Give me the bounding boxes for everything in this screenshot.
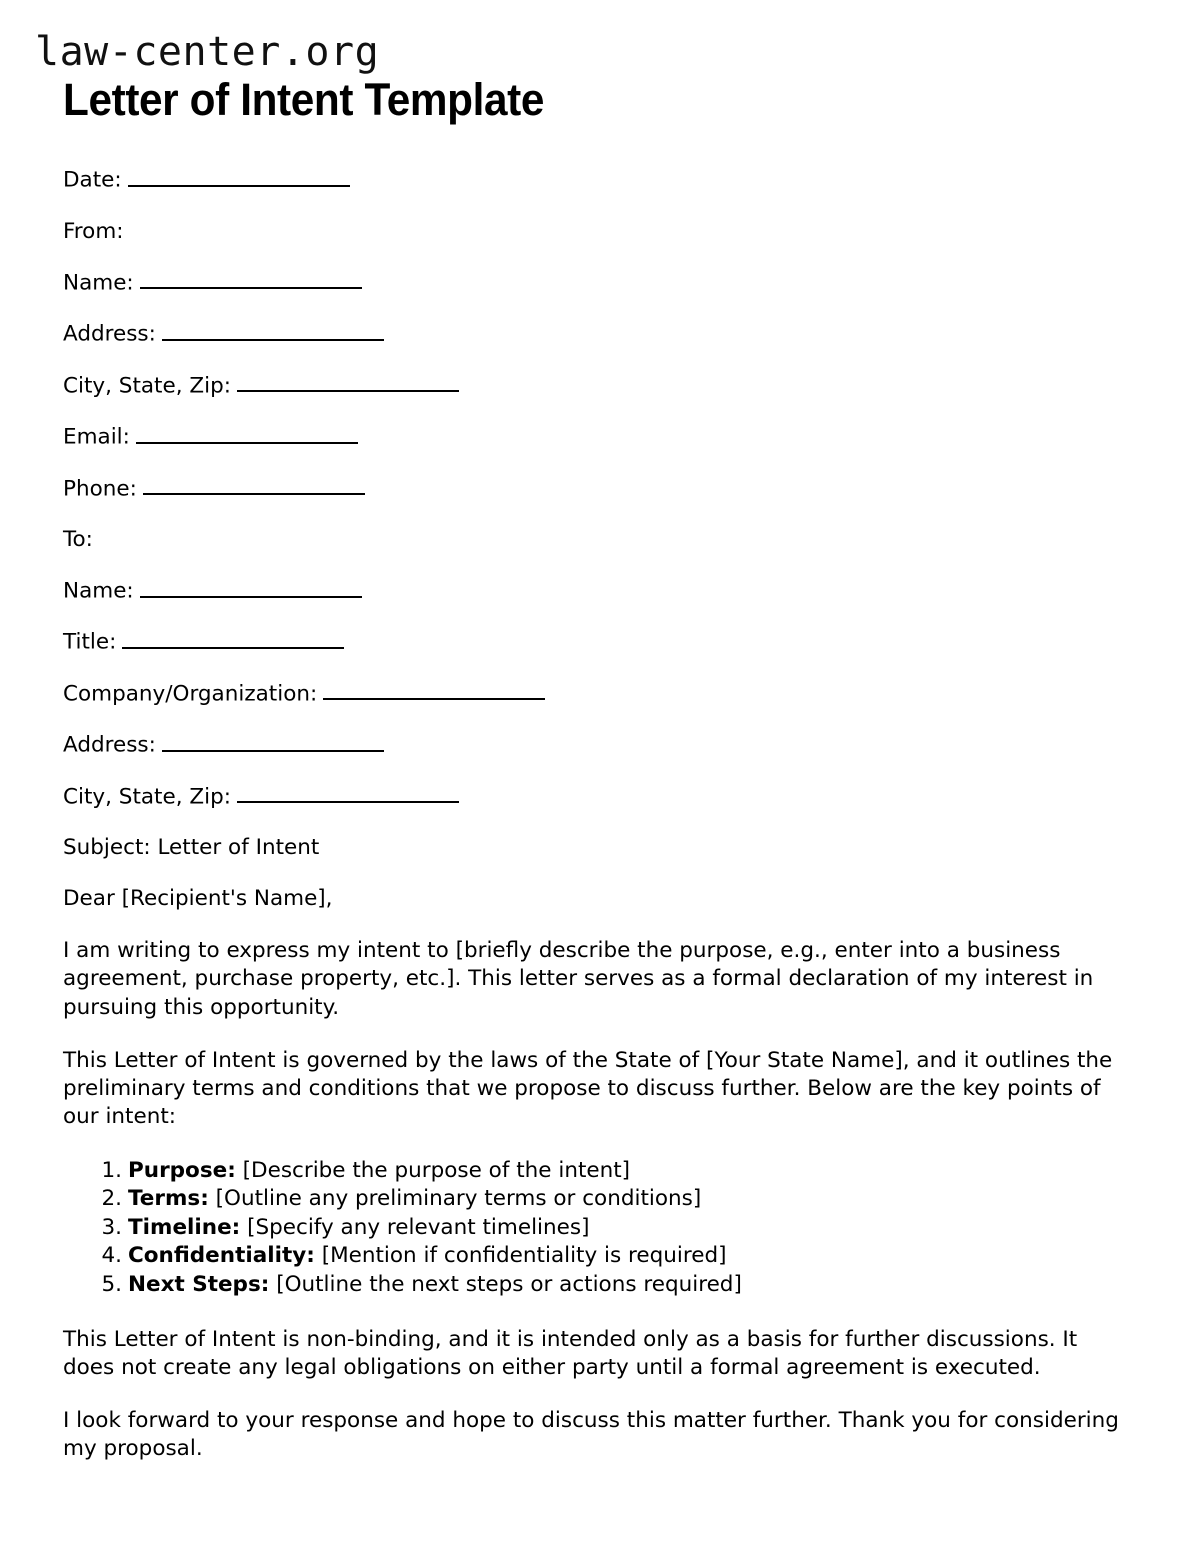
- key-point-label: Next Steps:: [128, 1271, 270, 1297]
- field-label-to-city-state-zip: City, State, Zip:: [63, 784, 231, 810]
- paragraph-non-binding: This Letter of Intent is non-binding, and it is intended only as a basis for further discussions. It does not create any legal obligations on either party until a formal agreement is executed.: [63, 1326, 1078, 1380]
- list-item: [63, 1157, 1128, 1186]
- key-point-text: [Outline the next steps or actions required]: [276, 1271, 742, 1297]
- blank-line-from-city-state-zip[interactable]: [237, 373, 459, 393]
- key-point-text: [Specify any relevant timelines]: [247, 1214, 590, 1240]
- blank-line-to-name[interactable]: [140, 578, 362, 598]
- subject-line: Subject: Letter of Intent: [63, 835, 320, 861]
- blank-line-from-name[interactable]: [140, 270, 362, 290]
- field-label-to-address: Address:: [63, 732, 156, 758]
- key-point-text: [Outline any preliminary terms or conditions]: [215, 1186, 702, 1212]
- page-title: Letter of Intent Template: [63, 74, 545, 125]
- blank-line-from-address[interactable]: [162, 321, 384, 341]
- document-header: [0, 0, 1191, 123]
- key-point-label: Purpose:: [128, 1157, 236, 1183]
- field-label-from-name: Name:: [63, 270, 134, 296]
- field-from-email: [63, 424, 1128, 450]
- blank-line-to-company[interactable]: [323, 681, 545, 701]
- key-points-list: [63, 1157, 1128, 1300]
- field-from-address: [63, 321, 1128, 347]
- field-to-company: [63, 681, 1128, 707]
- key-point-label: Timeline:: [128, 1214, 241, 1240]
- field-label-from-address: Address:: [63, 321, 156, 347]
- blank-line-from-email[interactable]: [136, 424, 358, 444]
- section-heading-from: From:: [63, 218, 124, 244]
- field-label-date: Date:: [63, 167, 122, 193]
- field-date: [63, 167, 1128, 193]
- field-to-address: [63, 732, 1128, 758]
- key-point-label: Terms:: [128, 1186, 209, 1212]
- salutation: Dear [Recipient's Name],: [63, 886, 333, 912]
- blank-line-date[interactable]: [128, 167, 350, 187]
- list-item: [63, 1185, 1128, 1214]
- key-point-label: Confidentiality:: [128, 1243, 315, 1269]
- site-name: law-center.org: [35, 29, 380, 75]
- field-label-from-email: Email:: [63, 424, 130, 450]
- list-item: [63, 1242, 1128, 1271]
- field-to-city-state-zip: [63, 784, 1128, 810]
- paragraph-closing: I look forward to your response and hope to discuss this matter further. Thank you for considering my proposal.: [63, 1408, 1119, 1462]
- blank-line-to-title[interactable]: [122, 629, 344, 649]
- paragraph-governing-law: This Letter of Intent is governed by the laws of the State of [Your State Name], and it outlines the preliminary terms and conditions that we propose to discuss further. Below are the key points of our intent:: [63, 1047, 1113, 1130]
- field-from-city-state-zip: [63, 373, 1128, 399]
- blank-line-to-address[interactable]: [162, 732, 384, 752]
- field-from-name: [63, 270, 1128, 296]
- field-label-to-name: Name:: [63, 578, 134, 604]
- key-point-text: [Describe the purpose of the intent]: [242, 1157, 631, 1183]
- blank-line-from-phone[interactable]: [143, 476, 365, 496]
- field-label-to-title: Title:: [63, 629, 117, 655]
- field-to-name: [63, 578, 1128, 604]
- paragraph-intent: I am writing to express my intent to [briefly describe the purpose, e.g., enter into a business agreement, purchase property, etc.]. This letter serves as a formal declaration of my interest in pursuing this opportunity.: [63, 938, 1094, 1020]
- field-label-from-phone: Phone:: [63, 476, 137, 502]
- list-item: [63, 1214, 1128, 1243]
- field-to-title: [63, 629, 1128, 655]
- field-label-to-company: Company/Organization:: [63, 681, 318, 707]
- field-label-from-city-state-zip: City, State, Zip:: [63, 373, 231, 399]
- key-point-text: [Mention if confidentiality is required]: [321, 1243, 727, 1269]
- list-item: [63, 1271, 1128, 1300]
- section-heading-to: To:: [63, 527, 93, 553]
- document-body: [63, 167, 1128, 1463]
- field-from-phone: [63, 476, 1128, 502]
- blank-line-to-city-state-zip[interactable]: [237, 784, 459, 804]
